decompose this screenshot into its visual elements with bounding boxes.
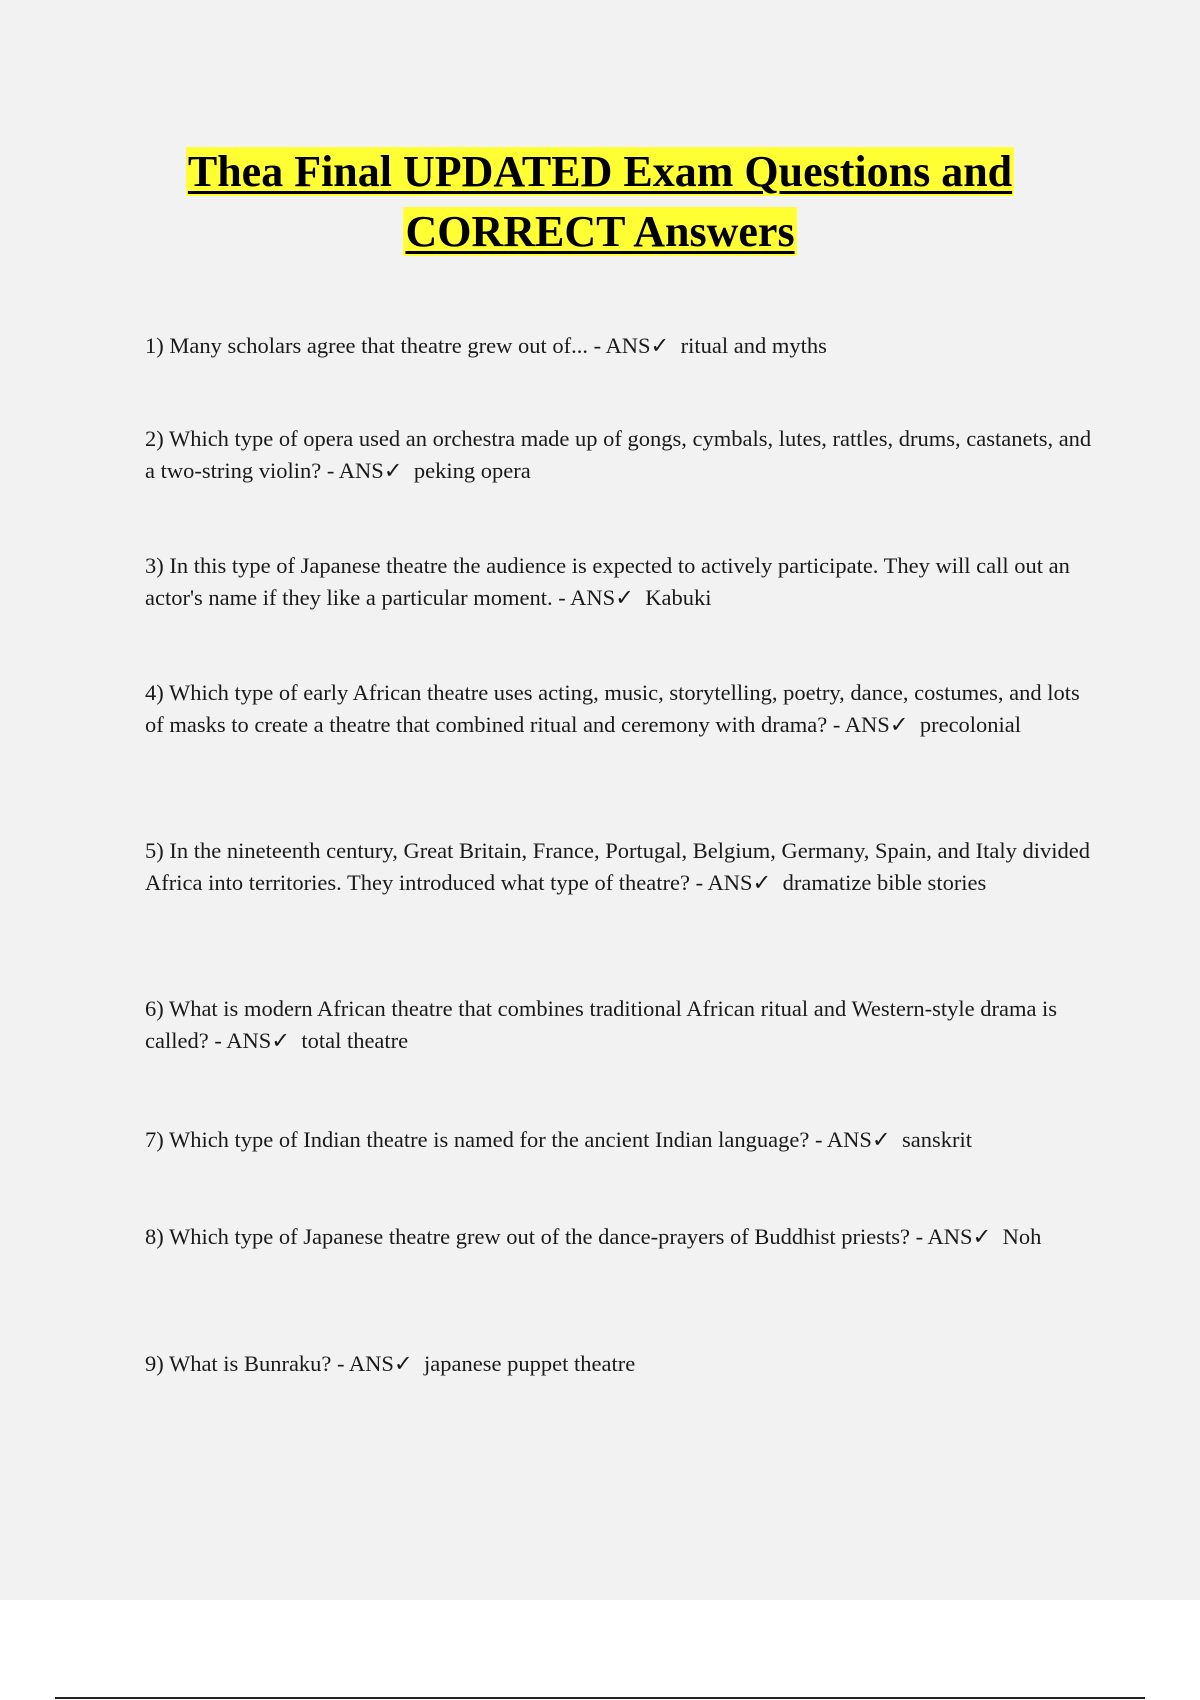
qa-item-1 (145, 330, 1095, 362)
question-text: 1) Many scholars agree that theatre grew out of... (145, 333, 588, 358)
qa-item-3 (145, 550, 1095, 614)
question-text: 3) In this type of Japanese theatre the audience is expected to actively participate. They will call out an actor's name if they like a particular moment. (145, 553, 1070, 610)
answer-marker: - ANS✓ (337, 1351, 413, 1376)
answer-marker: - ANS✓ (558, 585, 635, 610)
answer-text: japanese puppet theatre (424, 1351, 636, 1376)
answer-text: ritual and myths (680, 333, 827, 358)
qa-item-7 (145, 1124, 1095, 1156)
question-text: 7) Which type of Indian theatre is named for the ancient Indian language? (145, 1127, 810, 1152)
title-line-2: CORRECT Answers (405, 207, 795, 256)
answer-marker: - ANS✓ (214, 1028, 291, 1053)
qa-item-5 (145, 835, 1095, 899)
answer-marker: - ANS✓ (593, 333, 670, 358)
answer-marker: - ANS✓ (814, 1127, 891, 1152)
answer-text: peking opera (413, 458, 531, 483)
answer-text: sanskrit (901, 1127, 972, 1152)
question-text: 9) What is Bunraku? (145, 1351, 332, 1376)
question-text: 8) Which type of Japanese theatre grew out of the dance-prayers of Buddhist priests? (145, 1224, 910, 1249)
answer-text: dramatize bible stories (782, 870, 987, 895)
qa-item-2 (145, 423, 1095, 487)
question-text: 2) Which type of opera used an orchestra made up of gongs, cymbals, lutes, rattles, drums, castanets, and a two-string violin? (145, 426, 1092, 483)
footer-divider (55, 1697, 1145, 1699)
document-title (0, 142, 1200, 262)
answer-text: Kabuki (645, 585, 712, 610)
answer-marker: - ANS✓ (915, 1224, 992, 1249)
title-line-1: Thea Final UPDATED Exam Questions and (187, 147, 1013, 196)
question-text: 5) In the nineteenth century, Great Britain, France, Portugal, Belgium, Germany, Spain, and Italy divided Africa into territories. They introduced what type of theatre? (145, 838, 1090, 895)
answer-text: total theatre (301, 1028, 409, 1053)
qa-item-6 (145, 993, 1095, 1057)
qa-item-4 (145, 677, 1095, 741)
question-text: 6) What is modern African theatre that combines traditional African ritual and Western-style drama is called? (145, 996, 1058, 1053)
answer-marker: - ANS✓ (695, 870, 772, 895)
qa-item-8 (145, 1221, 1095, 1253)
answer-marker: - ANS✓ (832, 712, 909, 737)
answer-text: Noh (1002, 1224, 1042, 1249)
answer-text: precolonial (919, 712, 1022, 737)
question-text: 4) Which type of early African theatre uses acting, music, storytelling, poetry, dance, costumes, and lots of masks to create a theatre that combined ritual and ceremony with drama? (145, 680, 1080, 737)
answer-marker: - ANS✓ (326, 458, 403, 483)
qa-item-9 (145, 1348, 1095, 1380)
